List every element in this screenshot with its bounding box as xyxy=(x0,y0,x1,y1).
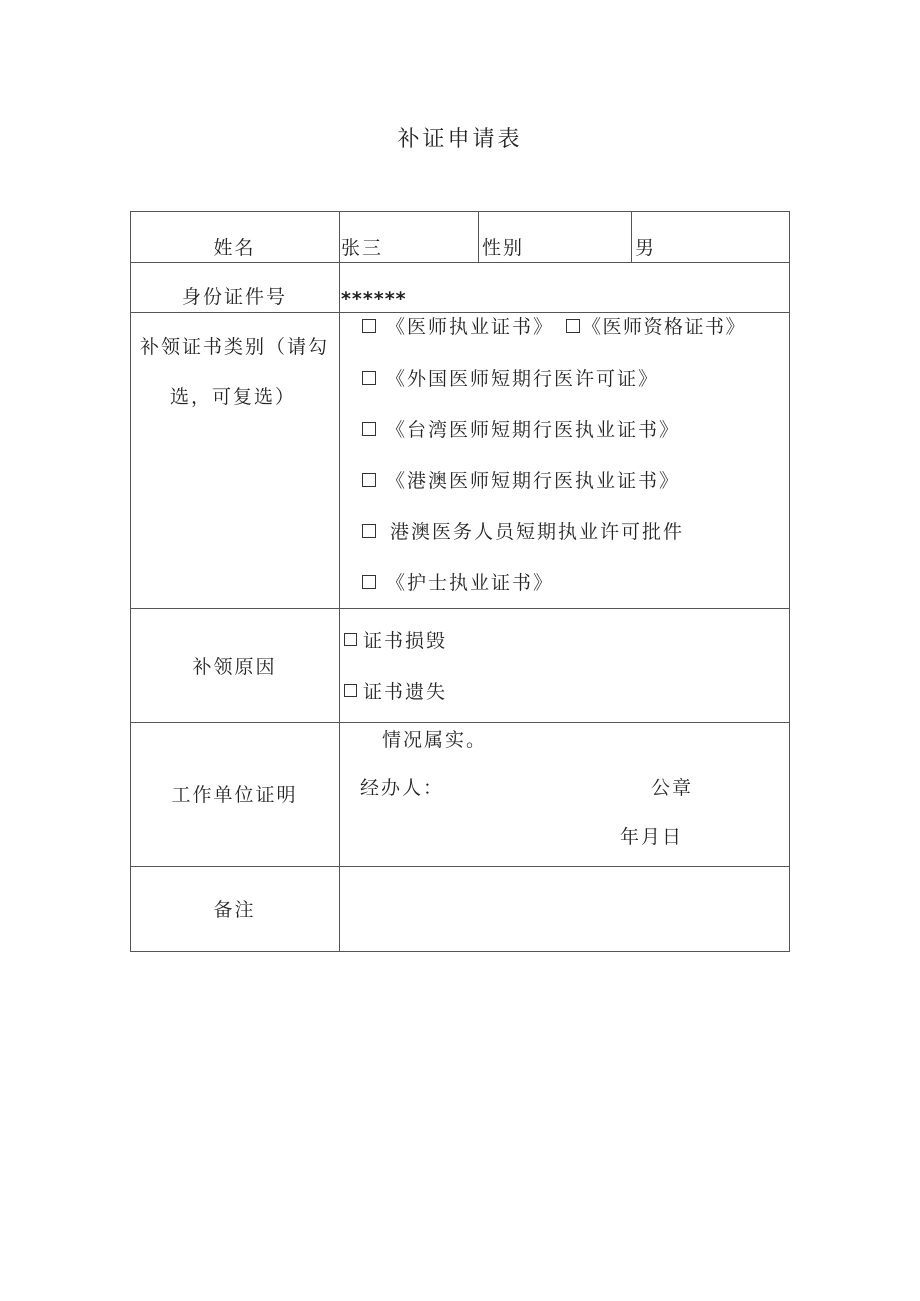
checkbox-icon[interactable] xyxy=(566,319,580,333)
application-table xyxy=(130,211,790,952)
employer-statement: 情况属实。 xyxy=(382,729,488,751)
employer-label: 工作单位证明 xyxy=(171,784,298,806)
gender-label: 性别 xyxy=(482,237,525,259)
seal-label: 公章 xyxy=(651,777,694,799)
checkbox-icon[interactable] xyxy=(344,633,357,646)
id-value[interactable]: ****** xyxy=(341,288,407,310)
cert-option-hkmo-physician[interactable]: 《港澳医师短期行医执业证书》 xyxy=(362,472,680,491)
name-value[interactable]: 张三 xyxy=(341,237,384,259)
checkbox-icon[interactable] xyxy=(344,684,357,697)
remarks-label: 备注 xyxy=(213,899,256,921)
handler-label: 经办人： xyxy=(360,777,445,799)
checkbox-icon[interactable] xyxy=(362,319,376,333)
cert-option-hkmo-medical-staff[interactable]: 港澳医务人员短期执业许可批件 xyxy=(362,523,684,542)
form-title: 补证申请表 xyxy=(397,127,523,152)
checkbox-icon[interactable] xyxy=(362,473,376,487)
reason-option-damaged[interactable]: 证书损毁 xyxy=(344,632,447,651)
cert-option-taiwan-physician[interactable]: 《台湾医师短期行医执业证书》 xyxy=(362,421,680,440)
remarks-field[interactable] xyxy=(342,869,786,949)
date-label: 年月日 xyxy=(620,826,684,848)
reason-option-lost[interactable]: 证书遗失 xyxy=(344,683,447,702)
checkbox-icon[interactable] xyxy=(362,524,376,538)
cert-type-label-line2: 选，可复选） xyxy=(170,386,297,408)
checkbox-icon[interactable] xyxy=(362,422,376,436)
checkbox-icon[interactable] xyxy=(362,371,376,385)
cert-option-nurse-practice[interactable]: 《护士执业证书》 xyxy=(362,574,554,593)
checkbox-icon[interactable] xyxy=(362,575,376,589)
cert-option-physician-qualification[interactable]: 《医师资格证书》 xyxy=(566,318,746,337)
cert-type-label-line1: 补领证书类别（请勾 xyxy=(139,336,329,358)
id-label: 身份证件号 xyxy=(181,286,287,308)
cert-option-foreign-physician[interactable]: 《外国医师短期行医许可证》 xyxy=(362,370,659,389)
gender-value[interactable]: 男 xyxy=(635,237,657,259)
cert-option-physician-practice[interactable]: 《医师执业证书》 xyxy=(362,318,554,337)
name-label: 姓名 xyxy=(213,237,256,259)
reason-label: 补领原因 xyxy=(192,656,277,678)
